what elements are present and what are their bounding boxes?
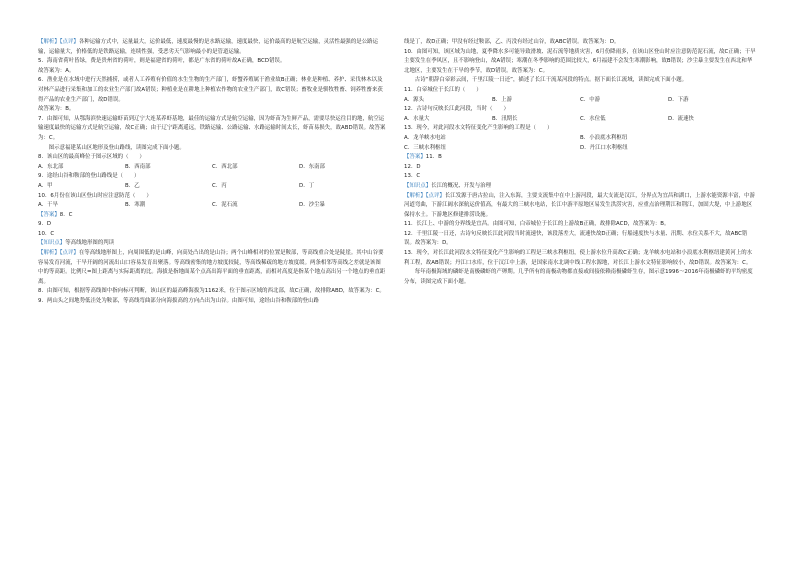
text-paragraph [38, 115, 386, 144]
text-paragraph [38, 153, 386, 163]
paragraph-text: 各种运输方式中，运量最大，运价最低，速度最慢的是水路运输，速度最快，运价最高的是航空运输，灵活性最强的是公路运输，运输量大，价格低的是铁路运输，连续性强，受恶劣天气影响最小的是管道运输。 [38, 39, 379, 55]
answer-option: B．汛期长 [492, 115, 518, 122]
answer-option: B．西南部 [125, 163, 151, 170]
paragraph-text: 9．途经山谷和鞍部的登山路线是（ ） [38, 173, 140, 180]
paragraph-text: 11．B [425, 154, 442, 161]
paragraph-text: 在等高线地形图上，向周围低的是山峰，向高处凸出的是山谷；两个山峰相对的位置是鞍部，等高线重合处是陡崖。其中山谷要容易发育河流，干旱开阔的河流出山口容易发育出聚落。等高线密集的地方坡度较陡，等高线稀疏的地方坡度缓。两条相邻等高线之差就是该图中的等高距。比例尺=图上距离与实际距离的比。海拔是指地面某个点高出海平面的垂直距离，而相对高度是指某个地点高出另一个地点的垂直距离。 [38, 250, 386, 285]
paragraph-text: 古诗“朝辞白帝彩云间，千里江陵一日还”，描述了长江干流某河段的特点。据下面长江流域，读图完成下面小题。 [414, 77, 688, 84]
paragraph-text: 8．该山区的最高峰位于图示区域的（ ） [38, 154, 145, 161]
paragraph-text: 11．长江上、中游的分界线是宜昌。由图可知，白帝城位于长江的上游故B正确，故排除ACD，故答案为：B。 [404, 221, 670, 228]
answer-option: A．水量大 [404, 115, 430, 122]
text-paragraph [404, 220, 756, 230]
paragraph-text: 11．白帝城位于长江的（ ） [404, 86, 482, 93]
answer-options [38, 201, 386, 211]
text-paragraph [38, 76, 386, 105]
text-paragraph [38, 144, 386, 154]
answer-option: C．西北部 [212, 163, 238, 170]
left-column [38, 38, 386, 307]
paragraph-text: 13．C [404, 173, 421, 180]
answer-option: B．上游 [492, 96, 513, 103]
answer-option: A．龙羊峡水电站 [404, 134, 446, 141]
answer-option: D．流速快 [668, 115, 694, 122]
paragraph-text: 13．现今，对此河段水文特征变化产生影响的工程是（ ） [404, 125, 553, 132]
answer-options [38, 163, 386, 173]
text-paragraph [404, 268, 756, 287]
paragraph-text: 6．渔业是在水域中进行天然捕捞，或者人工养殖有价值的水生生物的生产部门，虾蟹养殖属于渔业故B正确；林业是种植、养护、采伐林木以及对林产品进行采集和加工的农业生产部门故A错误；种植业是在耕地上种植农作物的农业生产部门，故C错误；畜牧业是驯牧牲畜、饲养牲畜来获得产品的农业生产部门，故D错误。 [38, 77, 383, 103]
paragraph-text: 12．D [404, 163, 421, 170]
paragraph-text: 故答案为：B。 [38, 106, 75, 113]
answer-options [404, 134, 756, 144]
paragraph-text: 10．C [38, 230, 55, 237]
answer-options [404, 144, 756, 154]
section-tag: 【答案】 [404, 154, 426, 161]
paragraph-text: 7．由图可知，从鄂海滨快速运输虾苗到辽宁大连某养虾基地，最佳的运输方式是航空运输，因为虾苗为生鲜产品，需要尽快运往目的地，航空运输速度最快的运输方式是航空运输，故C正确；由于辽宁距离遥远，铁路运输、公路运输、水路运输时间太长，虾苗易损失，故ABD错误。故答案为：C。 [38, 115, 386, 141]
text-paragraph [404, 86, 756, 96]
paragraph-text: 8．C [59, 211, 73, 218]
text-paragraph [38, 67, 386, 77]
paragraph-text: 每年南极海域的磷虾是南极磷虾的产卵期。几乎所有的南极动物都直接或间接依赖南极磷虾生存，图示意1996～2016年南极磷虾的平均密度分布，读图完成下面小题。 [404, 269, 753, 285]
paragraph-text: 13．现今，对长江此河段水文特征变化产生影响的工程是三峡水利枢纽，使上游水位升高故C正确；龙羊峡水电站和小浪底水利枢纽建黄河上的水利工程，故AB错误；丹江口水库，位于汉江中上游，是国家南水北调中线工程水源地，对长江上游水文特征影响较小，故D错误。故答案为：C。 [404, 250, 753, 266]
answer-option: C．中游 [580, 96, 601, 103]
paragraph-text: 5．海南省荷叶皆绿，费是贵州省的荷叶，则是福建省的荷叶，都是广东省的荷叶故A正确，BCD错误。 [38, 58, 286, 65]
section-tag: 【解析】【点评】 [404, 192, 445, 199]
answer-option: B．乙 [125, 182, 140, 189]
paragraph-text: 长江的概况、开发与治理 [431, 182, 492, 189]
answer-option: A．源头 [404, 96, 425, 103]
text-paragraph [404, 172, 756, 182]
answer-option: A．干旱 [38, 202, 59, 209]
text-paragraph [38, 38, 386, 57]
paragraph-text: 线是丁，故D正确；甲没有经过鞍部，乙、丙没有经过山谷，故ABC错误。故答案为：D。 [404, 39, 620, 45]
text-paragraph [38, 192, 386, 202]
answer-option: C．水位低 [580, 115, 606, 122]
answer-options [404, 115, 756, 125]
answer-option: B．寒潮 [125, 202, 146, 209]
text-paragraph [38, 105, 386, 115]
paragraph-text: 8．由图可知，根据等高线图中指向标可判断，该山区的最高峰海拔为1162米，位于图示区域的西北部，故C正确，故排除ABD，故答案为：C。 [38, 288, 385, 295]
answer-option: D．东南部 [299, 163, 325, 170]
answer-option: D．丹江口水利枢纽 [580, 144, 628, 151]
text-paragraph [38, 249, 386, 287]
text-paragraph [404, 76, 756, 86]
section-tag: 【知识点】 [404, 182, 432, 189]
text-paragraph [38, 57, 386, 67]
text-paragraph [404, 48, 756, 77]
answer-option: D．下游 [668, 96, 689, 103]
text-paragraph [404, 124, 756, 134]
paragraph-text: 12．千里江陵一日还，古诗句反映长江此河段当时流速快，该段落差大，流速快故D正确；行船速度快与水量、汛期、水位关系不大，故ABC错误。故答案为：D。 [404, 230, 748, 247]
section-tag: 【解析】【点评】 [38, 250, 79, 257]
text-paragraph [38, 172, 386, 182]
paragraph-text: 12．古诗句反映长江此河段，当时（ ） [404, 106, 509, 113]
text-paragraph [38, 211, 386, 221]
paragraph-text: 10．6月份在该山区登山时应注意防范（ ） [38, 192, 152, 199]
text-paragraph [404, 38, 756, 48]
section-tag: 【答案】 [38, 211, 60, 218]
text-paragraph [38, 230, 386, 240]
text-paragraph [404, 182, 756, 192]
text-paragraph [38, 239, 386, 249]
text-paragraph [38, 287, 386, 297]
paragraph-text: 10．由图可知，该区域为山地，夏季降水多可能导致滑坡、泥石流等地质灾害，6月份降雨多，在该山区登山时应注意防范泥石流，故C正确；干旱主要发生在季风区，且不影响登山，故A错误；寒潮在冬季影响的范围比较大，6月福建不会发生寒潮影响，故B错误；沙尘暴主要发生在西北和华北地区，主要发生在干旱的季节，故D错误。故答案为：C。 [404, 48, 756, 74]
paragraph-text: 9．D [38, 221, 52, 228]
text-paragraph [38, 220, 386, 230]
paragraph-text: 长江发源于唐古拉山，注入东海，主要支流集中在中上游河段，最大支流是汉江，分界点为宜昌和湖口，上游水能资源丰富，中游河道弯曲，下游江阔水深航运价值高，有最大的三峡水电站，长江中游平原地区易发生洪涝灾害，应重点治理荆江和荆江，加固大堤，中上游地区保持水土。下游地区修建排涝设施。 [404, 192, 755, 218]
answer-option: D．丁 [299, 182, 315, 189]
answer-option: A．甲 [38, 182, 53, 189]
right-column [404, 38, 756, 287]
text-paragraph [404, 163, 756, 173]
section-tag: 【知识点】 [38, 240, 66, 247]
paragraph-text: 9．两山头之间地势低洼处为鞍部，等高线弯曲部分向海拔高的方向凸出为山谷。由图可知，途经山谷和鞍部的登山路 [38, 298, 319, 305]
text-paragraph [404, 153, 756, 163]
text-paragraph [404, 105, 756, 115]
answer-option: D．沙尘暴 [299, 202, 325, 209]
answer-option: B．小浪底水利枢纽 [580, 134, 628, 141]
answer-option: C．丙 [212, 182, 227, 189]
text-paragraph [404, 192, 756, 221]
paragraph-text: 图示意福建某山区地形及登山路线，读图完成下面小题。 [48, 144, 185, 151]
answer-option: A．东北部 [38, 163, 64, 170]
answer-option: C．泥石流 [212, 202, 238, 209]
section-tag: 【解析】【点评】 [38, 39, 79, 45]
answer-option: C．三峡水利枢纽 [404, 144, 446, 151]
answer-options [404, 96, 756, 106]
answer-options [38, 182, 386, 192]
paragraph-text: 故答案为：A。 [38, 67, 75, 74]
text-paragraph [404, 249, 756, 268]
paragraph-text: 等高线地形图的判读 [65, 240, 115, 247]
text-paragraph [404, 230, 756, 249]
text-paragraph [38, 297, 386, 307]
